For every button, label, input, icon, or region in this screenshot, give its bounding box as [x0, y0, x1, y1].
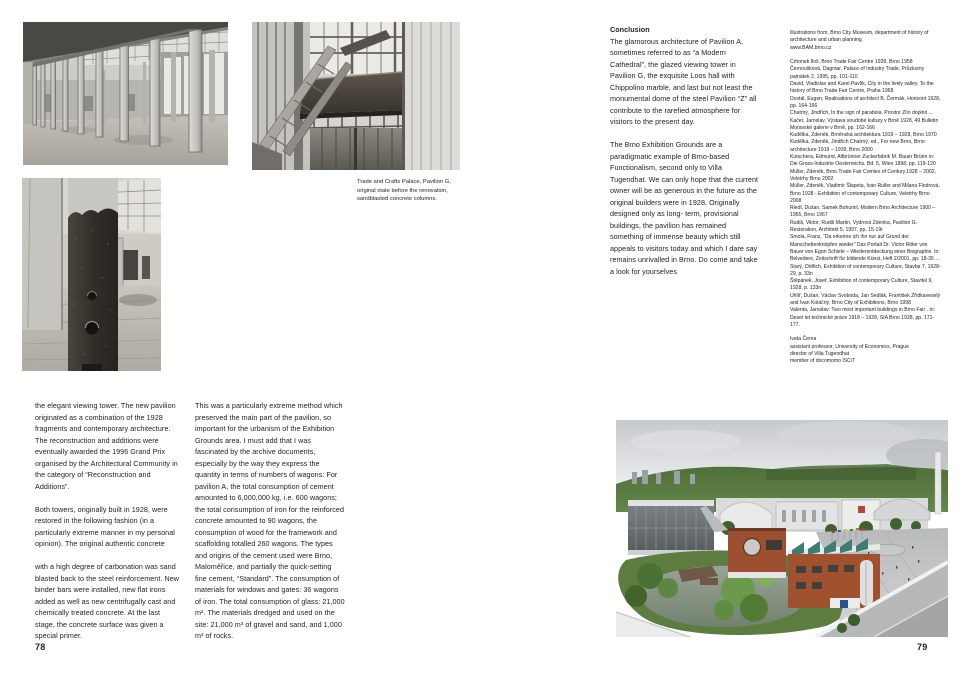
author-title: director of Villa Tugendhat	[790, 351, 850, 358]
paragraph: The Brno Exhibition Grounds are a paradigmatic example of Brno-based Functionalism, second only to Villa Tugendhat. We can only hope that the current owner will be as generous in the future as the original builders were in 1928. Originally designed only as long- term, provisional buildings, the pavilion has remained something of immense beauty which still appeals to visitors today and which I dare say remains unrivalled in Brno. Do come and take a look for yourselves	[610, 140, 759, 276]
reference-entry: Rudiš, Viktor, Rudiš Martin, Vydrová Zdenka, Pavilion G. Restoration, Architekt 5, 1997, pp. 15-19r	[790, 219, 918, 234]
reference-entry: Chatrný, Jindřich, In the sign of parabola. Prostor Zlín doplnit ...	[790, 110, 933, 117]
photo-staircase-image	[252, 22, 460, 170]
photo-staircase	[252, 22, 460, 170]
photo-caption-text: Trade and Crafts Palace, Pavilion G, original state before the renovation, sandblasted concrete columns.	[357, 179, 451, 203]
reference-entry: Müller, Zdeněk, Brno Trade Fair Comlex of Century.1928 – 2002, Veletrhy Brno 2002	[790, 168, 936, 182]
page-number-right: 79	[917, 642, 928, 652]
page-number-left: 78	[35, 642, 46, 652]
paragraph: with a high degree of carbonation was sand blasted back to the steel reinforcement. New binder bars were installed, new flat irons added as well as new centrifugally cast and chemically treated concrete. At the last stage, the concrete surface was given a special primer.	[35, 562, 180, 640]
left-text-column-2	[195, 400, 345, 642]
photo-aerial-exhibition-grounds	[616, 420, 948, 637]
paragraph: the elegant viewing tower. The new pavilion originated as a combination of the 1928 fragments and contemporary architecture. The reconstruction and additions were eventually awarded the 1996 Grand Prix organised by the Architectural Community in the category of “Reconstruction and Additions”.	[35, 401, 178, 491]
author-title: member of docomomo ISC/T	[790, 358, 856, 365]
illustration-credit: Illustrations from, Brno City Museum, department of history of architecture and urban planning	[790, 30, 929, 44]
photo-hall-interior	[23, 22, 228, 165]
photo-caption	[357, 178, 471, 204]
reference-entry: David, Vladislav and Karel Pavlík, City in the lively valley. To the history of Brno Trade Fair Centre, Praha 1968	[790, 81, 934, 95]
reference-entry: Riedl, Dušan, Samek Bohumil, Modern Brno Architecture 1900 – 1965, Brno 1967	[790, 205, 936, 219]
reference-entry: Štěpánek, Josef, Exhibition of contemporary Culture, Stavitel 9, 1928, p. 133n	[790, 278, 933, 292]
author-name: Iveta Černa	[790, 336, 817, 343]
reference-entry: Kačer, Jaroslav, Výstava soudobé kultury v Brně 1928, 49 Bulletin Moravské galerie v Brně, pp. 162-166	[790, 117, 939, 131]
reference-entry: Uhlíř, Dušan, Václav Svoboda, Jan Sedlák, František Zřídkaveselý and Ivan Koláčný, Brno City of Exhibitions, Brno 1998	[790, 292, 941, 306]
conclusion-heading: Conclusion	[610, 25, 650, 34]
photo-aerial-image	[616, 420, 948, 637]
reference-entry: Crhonek Iloš, Brno Trade Fair Centre 1928, Brno 1958	[790, 59, 913, 66]
reference-entry: Müller, Zdeněk, Vladimír Šlapeta, Ivan Ruller and Milana Flodrová, Brno 1928 - Exhibition of contemporary Culture, Veletrhy Brno 2008	[790, 183, 940, 204]
reference-entry: Smola, Franz, “Da erkenne ich ihn nur auf Grund der Manschettenknöpfen wieder” Das Portait Dr. Victor Ritter von Bauer von Egon Schiele – Wiederentdeckung einer Biographie. In: Belvedere, Zeitschrift für bildende Künst, Heft 2/2001, pp. 18-35 ...	[790, 234, 940, 263]
left-text-column-1	[35, 400, 181, 642]
paragraph: Both towers, originally built in 1928, were restored in the following fashion (in a particularly extreme manner in my personal opinion). The original authentic concrete	[35, 504, 175, 548]
reference-entry: Dostál, Eugen, Realisations of architect B. Čermák, Horizont 1928, pp. 164-166	[790, 95, 941, 109]
credit-url: www.BAM.brno.cz	[790, 44, 832, 51]
reference-entry: Černoušková, Dagmar, Palace of Industry Trade, Průzkumy památek 2, 1995, pp. 101-110	[790, 66, 925, 80]
photo-column-detail-image	[22, 178, 161, 371]
author-title: assistant professor, University of Economics, Prague	[790, 343, 909, 350]
reference-entry: Starý, Oldřich, Exhibition of contemporary Culture, Stavba 7, 1928-29, p. 33n	[790, 263, 941, 277]
reference-entry: Kudělka, Zdeněk, Brněnská architektura 1919 – 1928, Brno 1970	[790, 132, 937, 139]
reference-entry: Kutschera, Edmund, Altbrünner Zuckerfabrik M. Bauer Brünn in: Die Gross-Industrie Oesterreichs, Bd. 5, Wien 1898, pp. 119-120	[790, 154, 936, 168]
paragraph: The glamorous architecture of Pavilion A, sometimes referred to as “a Modern Cathedral”, the glazed viewing tower in Pavilion G, the exquisite Loos hall with Chippolino marble, and last but not least the monumental dome of the steel Pavilion “Z” all contribute to the rarefied atmosphere for visitors to the present day.	[610, 36, 757, 126]
reference-entry: Kudělka, Zdeněk, Jindřich Chatrný, ed., For new Brno, Brno architecture 1919 – 1939, Brno 2000	[790, 139, 925, 153]
reference-entry: Valenta, Jaroslav: Two most important buildings in Brno Fair . In: Deset let technické práce 1918 – 1928, SIA Brno 1928, pp. 171-177.	[790, 307, 936, 328]
references-column	[790, 30, 942, 366]
paragraph: This was a particularly extreme method which preserved the main part of the pavilion, so important for the urbanism of the Exhibition Grounds area. I must add that I was fascinated by the archive documents, especially by the way they express the quantity in terms of numbers of wagons: For pavilion A, the total consumption of cement amounted to 6,000,000 kg, i.e. 600 wagons; the total consumption of iron for the reinforced concrete amounted to 90 wagons, the consumption of wood for the framework and scaffolding totalled 260 wagons. The types and origins of the cement used were Brno, Maloměřice, and partially the quick-setting fine cement, “Standard”. The consumption of materials for windows and gates: 36 wagons of iron. The total consumption of glass: 21,000 m². The materials dredged and used on the site: 21,000 m³ of gravel and sand, and 1,000 m³ of rocks.	[195, 401, 345, 640]
photo-column-detail	[22, 178, 161, 371]
photo-hall-interior-image	[23, 22, 228, 165]
conclusion-column	[610, 24, 760, 277]
